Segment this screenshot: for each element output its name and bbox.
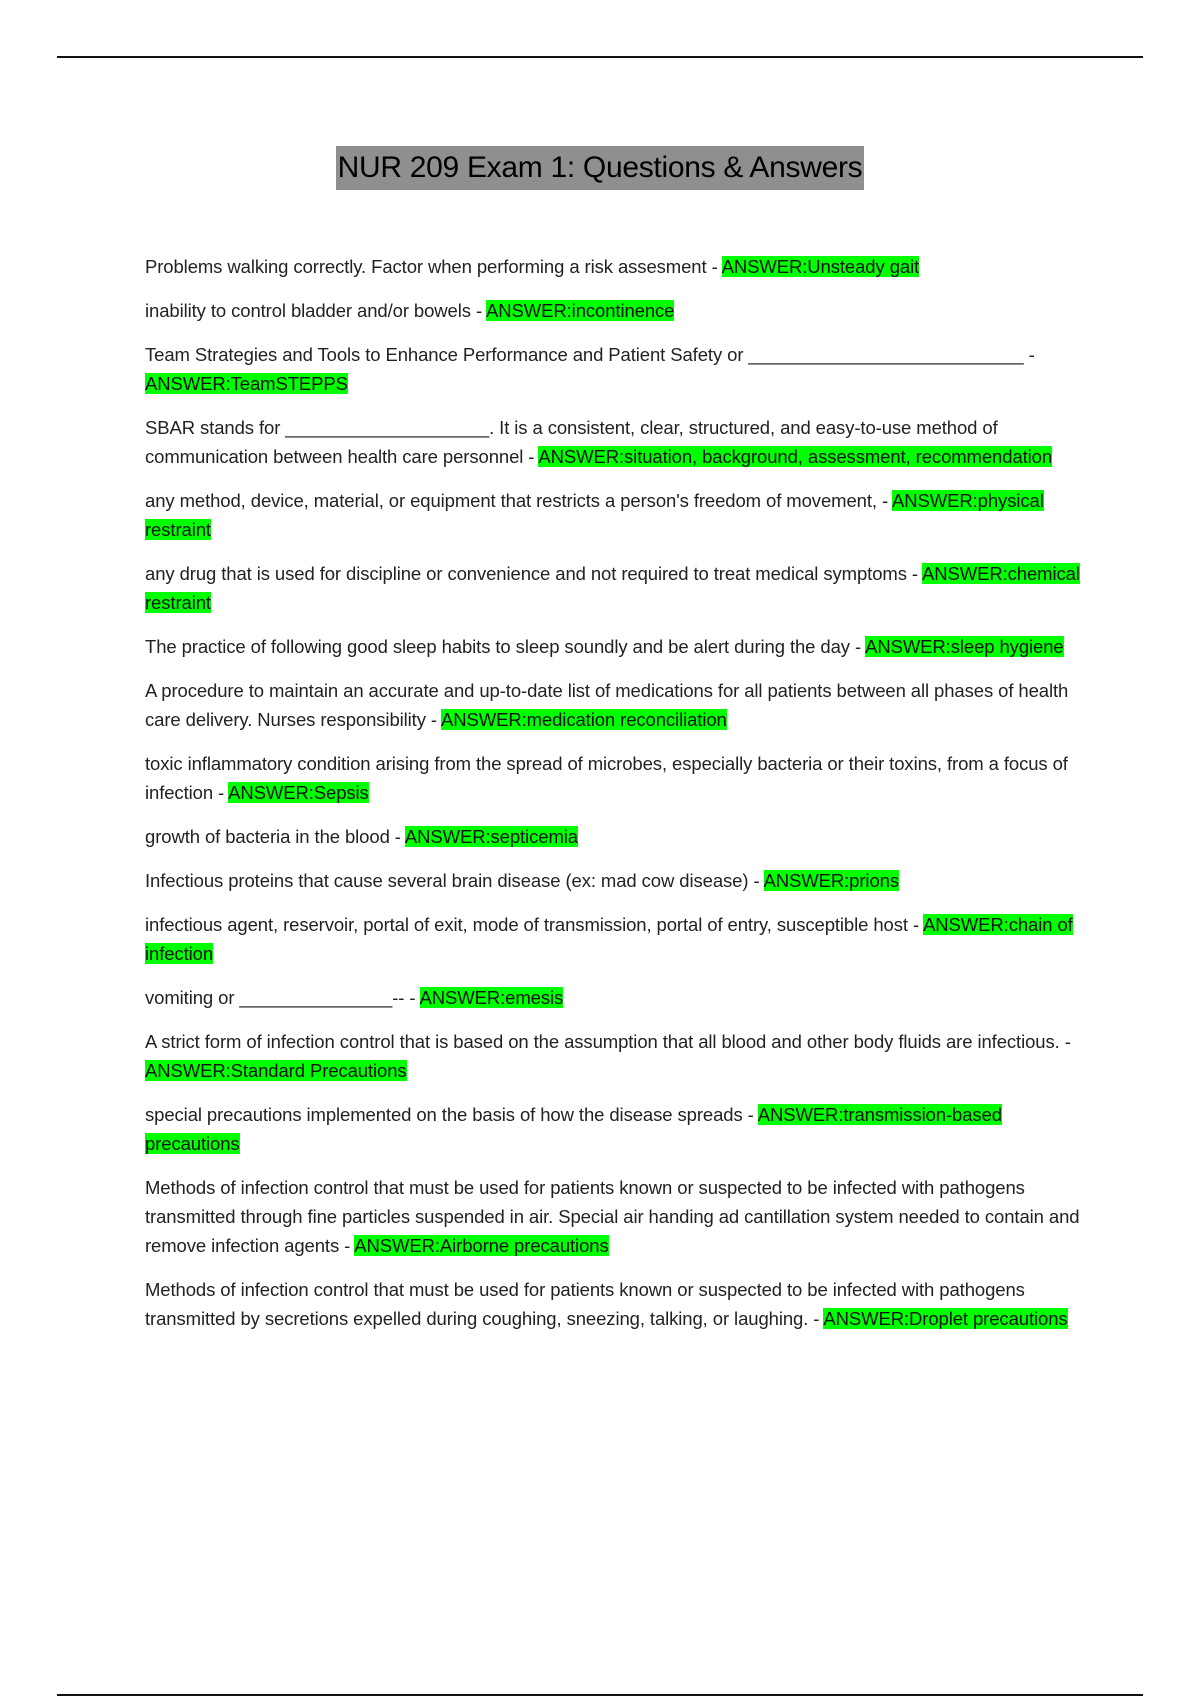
qa-item (145, 1275, 1090, 1333)
question-answer-separator: - (1023, 344, 1035, 365)
bottom-rule (57, 1694, 1143, 1696)
qa-item (145, 632, 1090, 661)
question-text: The practice of following good sleep habits to sleep soundly and be alert during the day (145, 636, 850, 657)
qa-item (145, 1100, 1090, 1158)
answer-highlight: ANSWER:prions (763, 870, 899, 891)
question-answer-separator: - (742, 1104, 758, 1125)
question-answer-separator: - (470, 300, 487, 321)
question-text: toxic inflammatory condition arising from the spread of microbes, especially bacteria or their toxins, from a focus of infection (145, 753, 1068, 803)
qa-item (145, 749, 1090, 807)
answer-highlight: ANSWER:transmission-based precautions (145, 1104, 1002, 1154)
qa-list (145, 252, 1090, 1348)
question-text: Team Strategies and Tools to Enhance Performance and Patient Safety or ___________________________ (145, 344, 1024, 365)
answer-highlight: ANSWER:medication reconciliation (440, 709, 727, 730)
answer-highlight: ANSWER:chemical restraint (145, 563, 1080, 613)
answer-highlight: ANSWER:Sepsis (228, 782, 369, 803)
answer-highlight: ANSWER:Standard Precautions (145, 1060, 407, 1081)
qa-item (145, 676, 1090, 734)
question-text: A procedure to maintain an accurate and up-to-date list of medications for all patients between all phases of health care delivery. Nurses responsibility (145, 680, 1069, 730)
qa-item (145, 296, 1090, 325)
qa-item (145, 252, 1090, 281)
question-answer-separator: - (1059, 1031, 1071, 1052)
qa-item (145, 910, 1090, 968)
answer-highlight: ANSWER:sleep hygiene (865, 636, 1064, 657)
question-text: vomiting or _______________-- (145, 987, 405, 1008)
question-answer-separator: - (706, 256, 722, 277)
question-text: special precautions implemented on the basis of how the disease spreads (145, 1104, 743, 1125)
answer-highlight: ANSWER:incontinence (486, 300, 675, 321)
question-answer-separator: - (213, 782, 229, 803)
answer-highlight: ANSWER:Unsteady gait (721, 256, 920, 277)
title-container (0, 146, 1200, 190)
question-text: infectious agent, reservoir, portal of exit, mode of transmission, portal of entry, susceptible host (145, 914, 908, 935)
question-text: Problems walking correctly. Factor when performing a risk assesment (145, 256, 707, 277)
question-text: Methods of infection control that must be used for patients known or suspected to be infected with pathogens transmitted through fine particles suspended in air. Special air handing ad cantillation system needed to contain and remove infection agents (145, 1177, 1080, 1256)
document-title: NUR 209 Exam 1: Questions & Answers (336, 146, 865, 190)
answer-highlight: ANSWER:emesis (419, 987, 564, 1008)
question-text: inability to control bladder and/or bowels (145, 300, 471, 321)
top-rule (57, 56, 1143, 58)
qa-item (145, 822, 1090, 851)
answer-highlight: ANSWER:septicemia (404, 826, 578, 847)
question-text: any drug that is used for discipline or convenience and not required to treat medical symptoms (145, 563, 907, 584)
question-answer-separator: - (523, 446, 539, 467)
question-answer-separator: - (425, 709, 441, 730)
question-answer-separator: - (876, 490, 893, 511)
question-text: Methods of infection control that must be used for patients known or suspected to be infected with pathogens transmitted by secretions expelled during coughing, sneezing, talking, or laughing. (145, 1279, 1025, 1329)
answer-highlight: ANSWER:chain of infection (145, 914, 1073, 964)
question-answer-separator: - (748, 870, 764, 891)
question-text: any method, device, material, or equipment that restricts a person's freedom of movement, (145, 490, 877, 511)
question-text: SBAR stands for ____________________. It is a consistent, clear, structured, and easy-to-use method of communication between health care personnel (145, 417, 998, 467)
answer-highlight: ANSWER:Airborne precautions (354, 1235, 609, 1256)
answer-highlight: ANSWER:physical restraint (145, 490, 1044, 540)
qa-item (145, 866, 1090, 895)
qa-item (145, 559, 1090, 617)
question-answer-separator: - (339, 1235, 355, 1256)
answer-highlight: ANSWER:Droplet precautions (823, 1308, 1068, 1329)
answer-highlight: ANSWER:situation, background, assessment, recommendation (538, 446, 1053, 467)
qa-item (145, 1027, 1090, 1085)
qa-item (145, 983, 1090, 1012)
question-answer-separator: - (849, 636, 866, 657)
question-text: Infectious proteins that cause several brain disease (ex: mad cow disease) (145, 870, 749, 891)
question-answer-separator: - (808, 1308, 824, 1329)
question-answer-separator: - (907, 914, 924, 935)
qa-item (145, 1173, 1090, 1260)
question-answer-separator: - (404, 987, 420, 1008)
qa-item (145, 486, 1090, 544)
qa-item (145, 340, 1090, 398)
question-text: growth of bacteria in the blood (145, 826, 390, 847)
question-answer-separator: - (389, 826, 405, 847)
question-text: A strict form of infection control that is based on the assumption that all blood and other body fluids are infectious. (145, 1031, 1060, 1052)
answer-highlight: ANSWER:TeamSTEPPS (145, 373, 348, 394)
qa-item (145, 413, 1090, 471)
question-answer-separator: - (906, 563, 922, 584)
